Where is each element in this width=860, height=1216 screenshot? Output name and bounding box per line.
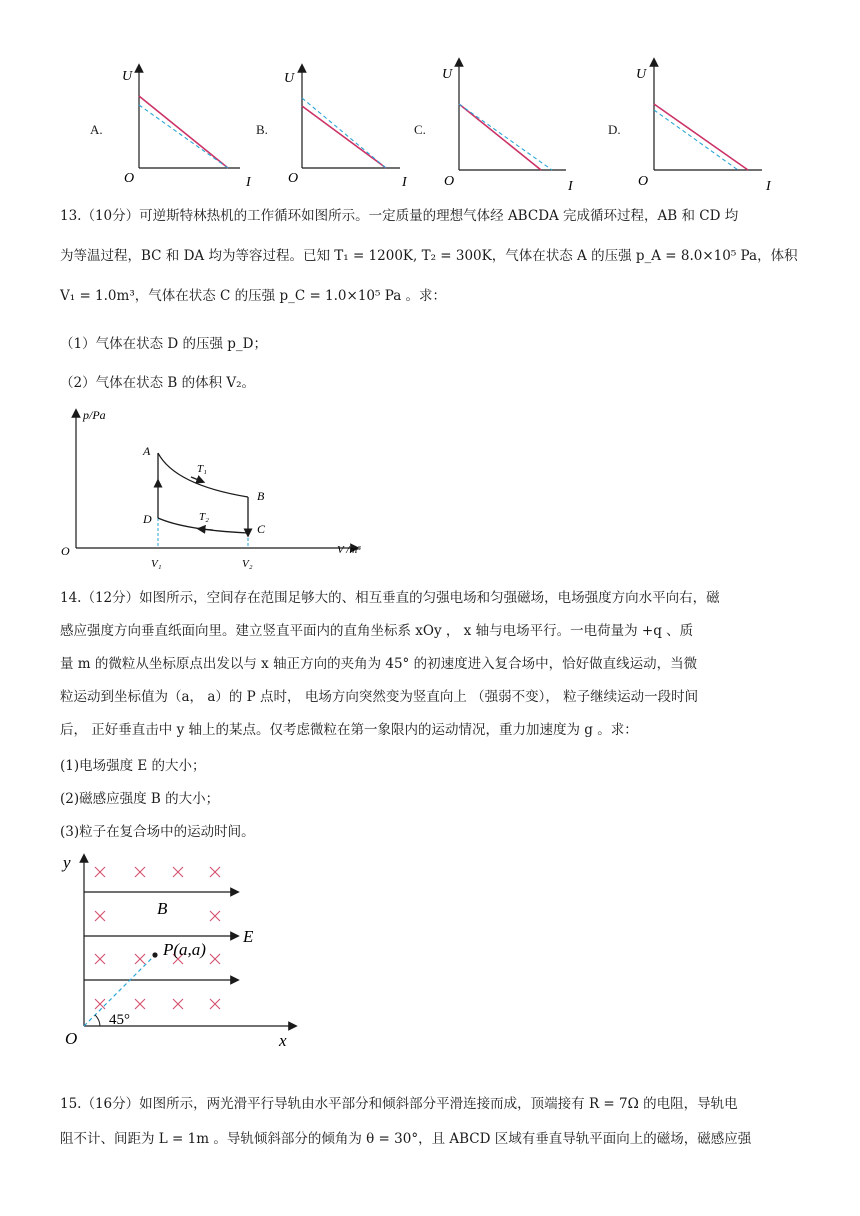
graph-d xyxy=(636,62,772,194)
q14-line3: 量 m 的微粒从坐标原点出发以与 x 轴正方向的夹角为 45° 的初速度进入复合场中，恰好做直线运动，当微 xyxy=(60,656,698,672)
pv-y-label: p/Pa xyxy=(83,408,106,422)
graph-d-solid-line xyxy=(654,104,748,170)
diagram-x-label: x xyxy=(279,1031,287,1050)
graph-a-dashed-line xyxy=(139,105,228,168)
graph-c-u: U xyxy=(442,67,453,82)
diagram-e-label: E xyxy=(243,927,254,946)
graph-c-i: I xyxy=(568,179,573,194)
graph-a xyxy=(122,68,252,190)
pv-t1: T₁ xyxy=(197,463,207,475)
pv-origin: O xyxy=(61,544,70,558)
diagram-b-label: B xyxy=(157,899,168,918)
graph-b-solid-line xyxy=(302,106,386,168)
pv-x-label: V /m³ xyxy=(337,544,361,556)
q13-line2: 为等温过程，BC 和 DA 均为等容过程。已知 T₁ = 1200K, T₂ = 300K，气体在状态 A 的压强 p_A = 8.0×10⁵ Pa，体积 xyxy=(60,248,798,264)
graph-d-u: U xyxy=(636,67,647,82)
q14-line5: 后， 正好垂直击中 y 轴上的某点。仅考虑微粒在第一象限内的运动情况，重力加速度为 g 。求： xyxy=(60,722,638,738)
graph-d-o: O xyxy=(638,174,649,189)
q14-line1: 14.（12分）如图所示，空间存在范围足够大的、相互垂直的匀强电场和匀强磁场，电场强度方向水平向右，磁 xyxy=(60,590,720,606)
arrow-ab xyxy=(191,477,201,481)
q14-line2: 感应强度方向垂直纸面向里。建立竖直平面内的直角坐标系 xOy ， x 轴与电场平行。一电荷量为 +q 、质 xyxy=(60,623,694,639)
graph-a-o: O xyxy=(124,171,135,186)
diagram-origin: O xyxy=(65,1029,78,1048)
pv-point-d: D xyxy=(143,512,152,526)
graph-d-dashed-line xyxy=(654,110,738,170)
pv-point-b: B xyxy=(257,489,265,503)
graph-c xyxy=(442,62,574,194)
q13-line3: V₁ = 1.0m³，气体在状态 C 的压强 p_C = 1.0×10⁵ Pa 。求： xyxy=(60,288,447,304)
graph-d-i: I xyxy=(766,179,771,194)
pv-point-c: C xyxy=(257,522,266,536)
q15-line1: 15.（16分）如图所示，两光滑平行导轨由水平部分和倾斜部分平滑连接而成，顶端接有 R = 7Ω 的电阻，导轨电 xyxy=(60,1096,738,1112)
graph-a-u: U xyxy=(122,69,133,84)
q13-pv-diagram xyxy=(55,405,375,575)
diagram-p-label: P(a,a) xyxy=(163,940,206,959)
q14-sub2: (2)磁感应强度 B 的大小； xyxy=(60,791,220,807)
graph-b xyxy=(284,68,408,190)
options-graphs xyxy=(0,0,860,200)
diagram-angle: 45° xyxy=(109,1012,130,1028)
pv-v2: V₂ xyxy=(242,558,253,570)
graph-c-solid-line xyxy=(459,104,541,170)
q14-sub1: (1)电场强度 E 的大小； xyxy=(60,758,206,774)
graph-b-o: O xyxy=(288,171,299,186)
q14-line4: 粒运动到坐标值为（a， a）的 P 点时， 电场方向突然变为竖直向上 （强弱不变）， 粒子继续运动一段时间 xyxy=(60,689,699,705)
b-field-crosses xyxy=(95,867,220,1009)
q13-line1: 13.（10分）可逆斯特林热机的工作循环如图所示。一定质量的理想气体经 ABCDA 完成循环过程，AB 和 CD 均 xyxy=(60,208,739,224)
option-a-label: A. xyxy=(90,122,103,137)
option-d-label: D. xyxy=(608,122,621,137)
graph-a-solid-line xyxy=(139,96,228,168)
graph-b-dashed-line xyxy=(302,98,386,168)
q13-sub2: （2）气体在状态 B 的体积 V₂。 xyxy=(60,375,256,391)
option-b-label: B. xyxy=(256,122,268,137)
option-c-label: C. xyxy=(414,122,426,137)
q14-sub3: (3)粒子在复合场中的运动时间。 xyxy=(60,824,255,840)
q13-sub1: （1）气体在状态 D 的压强 p_D； xyxy=(60,336,268,352)
graph-b-i: I xyxy=(402,175,407,190)
diagram-y-label: y xyxy=(63,853,71,872)
graph-c-dashed-line xyxy=(459,104,552,170)
pv-point-a: A xyxy=(143,444,151,458)
curve-ab xyxy=(158,453,248,497)
point-p xyxy=(152,952,157,957)
pv-v1: V₁ xyxy=(151,558,162,570)
pv-t2: T₂ xyxy=(199,511,209,523)
q15-line2: 阻不计、间距为 L = 1m 。导轨倾斜部分的倾角为 θ = 30°，且 ABCD 区域有垂直导轨平面向上的磁场，磁感应强 xyxy=(60,1131,752,1147)
options-row xyxy=(0,0,860,200)
graph-b-u: U xyxy=(284,71,295,86)
graph-c-o: O xyxy=(444,174,455,189)
arrow-cd xyxy=(201,529,213,530)
q14-field-diagram xyxy=(55,852,305,1052)
angle-arc xyxy=(95,1015,100,1026)
graph-a-i: I xyxy=(246,175,251,190)
